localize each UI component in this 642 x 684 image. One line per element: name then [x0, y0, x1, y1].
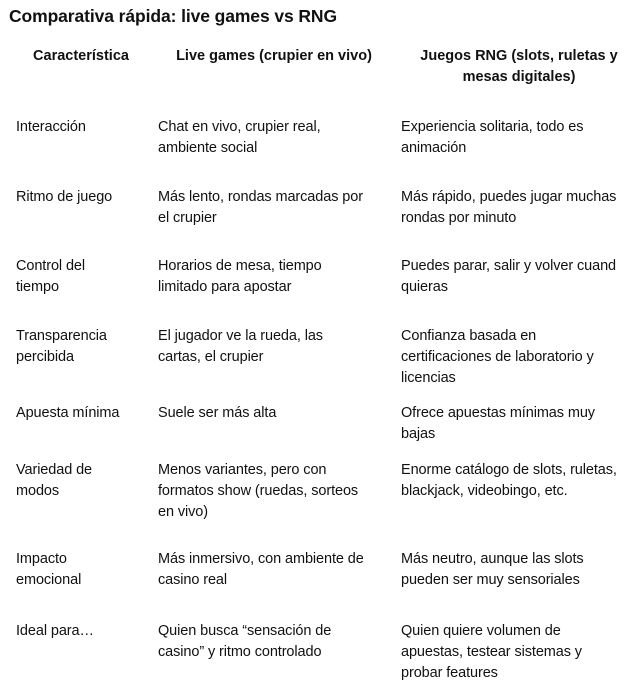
- column-header-feature: Característica: [33, 48, 129, 64]
- row-control-rng: Puedes parar, salir y volver cuand quieras: [401, 258, 617, 295]
- row-control-feature: Control del tiempo: [16, 258, 86, 295]
- row-ideal-rng: Quien quiere volumen de apuestas, testear sistemas y probar features: [401, 623, 582, 681]
- row-variedad-live: Menos variantes, pero con formatos show (ruedas, sorteos en vivo): [158, 462, 359, 520]
- row-impacto-feature: Impacto emocional: [16, 551, 82, 588]
- row-interaccion-rng: Experiencia solitaria, todo es animación: [401, 119, 584, 156]
- row-transparencia-rng: Confianza basada en certificaciones de laboratorio y licencias: [401, 328, 594, 386]
- row-ideal-feature: Ideal para…: [16, 623, 94, 639]
- row-interaccion-feature: Interacción: [16, 119, 86, 135]
- page-title: Comparativa rápida: live games vs RNG: [9, 6, 337, 26]
- row-ritmo-rng: Más rápido, puedes jugar muchas rondas por minuto: [401, 189, 617, 226]
- row-impacto-rng: Más neutro, aunque las slots pueden ser muy sensoriales: [401, 551, 584, 588]
- column-header-live: Live games (crupier en vivo): [176, 48, 372, 64]
- row-ritmo-feature: Ritmo de juego: [16, 189, 113, 205]
- row-apuesta-feature: Apuesta mínima: [16, 405, 120, 421]
- row-apuesta-live: Suele ser más alta: [158, 405, 277, 421]
- row-apuesta-rng: Ofrece apuestas mínimas muy bajas: [401, 405, 595, 442]
- row-ritmo-live: Más lento, rondas marcadas por el crupier: [158, 189, 363, 226]
- row-transparencia-feature: Transparencia percibida: [16, 328, 107, 365]
- row-variedad-feature: Variedad de modos: [16, 462, 93, 499]
- row-transparencia-live: El jugador ve la rueda, las cartas, el crupier: [158, 328, 323, 365]
- row-control-live: Horarios de mesa, tiempo limitado para apostar: [158, 258, 322, 295]
- row-variedad-rng: Enorme catálogo de slots, ruletas, blackjack, videobingo, etc.: [401, 462, 617, 499]
- column-header-rng: Juegos RNG (slots, ruletas y mesas digitales): [420, 48, 618, 85]
- row-impacto-live: Más inmersivo, con ambiente de casino real: [158, 551, 364, 588]
- row-ideal-live: Quien busca “sensación de casino” y ritmo controlado: [158, 623, 332, 660]
- row-interaccion-live: Chat en vivo, crupier real, ambiente social: [158, 119, 321, 156]
